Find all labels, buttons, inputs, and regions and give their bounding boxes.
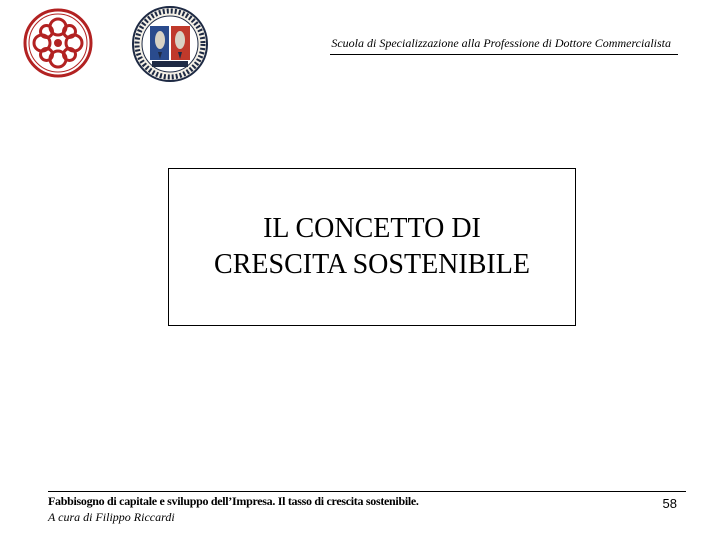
slide-title-line-2: CRESCITA SOSTENIBILE (214, 249, 530, 280)
order-emblem-icon (22, 7, 94, 79)
title-box (168, 168, 576, 326)
header-divider (330, 54, 678, 55)
footer-divider (48, 491, 686, 492)
slide-title-line-1: IL CONCETTO DI (263, 213, 481, 244)
footer-course-title: Fabbisogno di capitale e sviluppo dell’Impresa. Il tasso di crescita sostenibile. (48, 494, 419, 508)
university-seal-icon (130, 4, 210, 84)
school-name-header: Scuola di Specializzazione alla Professione di Dottore Commercialista (331, 36, 671, 50)
page-number: 58 (662, 496, 677, 511)
footer-author: A cura di Filippo Riccardi (48, 510, 175, 524)
